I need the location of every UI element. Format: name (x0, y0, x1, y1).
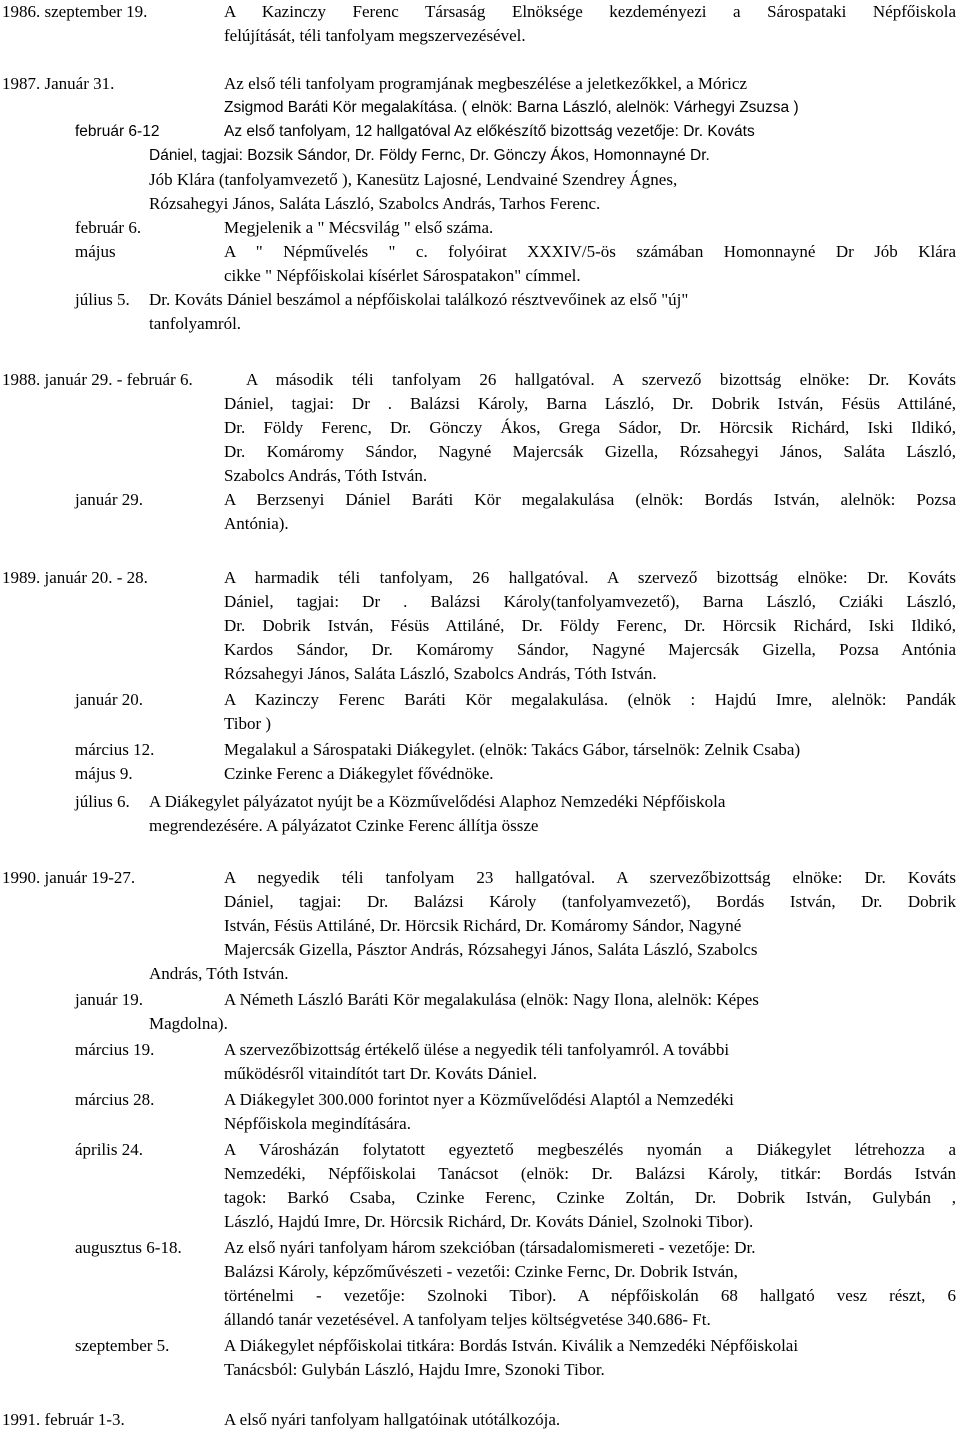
date-label: július 6. (75, 792, 130, 811)
entry-text: A Diákegylet 300.000 forintot nyer a Közművelődési Alaptól a Nemzedéki (224, 1090, 734, 1109)
entry-text: A Diákegylet népfőiskolai titkára: Bordás István. Kiválik a Nemzedéki Népfőiskolai (224, 1336, 799, 1355)
entry-text: Magdolna). (149, 1014, 228, 1033)
date-label: 1989. január 20. - 28. (2, 568, 148, 587)
entry-text: László, Hajdú Imre, Dr. Hörcsik Richárd, Dr. Kováts Dániel, Szolnoki Tibor). (224, 1212, 754, 1231)
entry-text: Jób Klára (tanfolyamvezető ), Kanesütz Lajosné, Lendvainé Szendrey Ágnes, (149, 170, 678, 189)
entry-text: Zsigmod Baráti Kör megalakítása. ( elnök: Barna László, alelnök: Várhegyi Zsuzsa ) (224, 99, 799, 116)
entry-text: A Diákegylet pályázatot nyújt be a Közművelődési Alaphoz Nemzedéki Népfőiskola (149, 792, 726, 811)
entry-text: A szervezőbizottság értékelő ülése a negyedik téli tanfolyamról. A további (224, 1040, 730, 1059)
date-label: 1990. január 19-27. (2, 868, 136, 887)
entry-text: A negyedik téli tanfolyam 23 hallgatóval. A szervezőbizottság elnöke: Dr. Kováts (224, 868, 956, 887)
entry-text: állandó tanár vezetésével. A tanfolyam teljes költségvetése 340.686- Ft. (224, 1310, 711, 1329)
date-label: július 5. (75, 290, 130, 309)
entry-text: A harmadik téli tanfolyam, 26 hallgatóval. A szervező bizottság elnöke: Dr. Kováts (224, 568, 956, 587)
entry-text: Balázsi Károly, képzőművészeti - vezetői: Czinke Fernc, Dr. Dobrik István, (224, 1262, 738, 1281)
entry-text: A Németh László Baráti Kör megalakulása (elnök: Nagy Ilona, alelnök: Képes (224, 990, 759, 1009)
entry-text: A második téli tanfolyam 26 hallgatóval. A szervező bizottság elnöke: Dr. Kováts (246, 370, 956, 389)
entry-text: felújítását, téli tanfolyam megszervezésével. (224, 26, 526, 45)
date-label: 1987. Január 31. (2, 74, 115, 93)
date-label: augusztus 6-18. (75, 1238, 182, 1257)
entry-text: Tanácsból: Gulybán László, Hajdu Imre, Szonoki Tibor. (224, 1360, 605, 1379)
date-label: május (75, 242, 116, 261)
entry-text: Megjelenik a " Mécsvilág " első száma. (224, 218, 494, 237)
entry-text: Megalakul a Sárospataki Diákegylet. (elnök: Takács Gábor, társelnök: Zelnik Csaba) (224, 740, 801, 759)
entry-text: történelmi - vezetője: Szolnoki Tibor). A népfőiskolán 68 hallgató vesz részt, 6 (224, 1286, 956, 1305)
date-label: január 29. (75, 490, 143, 509)
entry-text: Rózsahegyi János, Saláta László, Szabolcs András, Tarhos Ferenc. (149, 194, 601, 213)
date-label: március 12. (75, 740, 155, 759)
entry-text: tagok: Barkó Csaba, Czinke Ferenc, Czinke Zoltán, Dr. Dobrik István, Gulybán , (224, 1188, 956, 1207)
entry-text: Rózsahegyi János, Saláta László, Szabolcs András, Tóth István. (224, 664, 657, 683)
date-label: 1991. február 1-3. (2, 1410, 125, 1429)
entry-text: Az első téli tanfolyam programjának megbeszélése a jeletkezőkkel, a Móricz (224, 74, 747, 93)
entry-text: István, Fésüs Attiláné, Dr. Hörcsik Richárd, Dr. Komáromy Sándor, Nagyné (224, 916, 742, 935)
entry-text: A Berzsenyi Dániel Baráti Kör megalakulása (elnök: Bordás István, alelnök: Pozsa (224, 490, 956, 509)
entry-text: Czinke Ferenc a Diákegylet fővédnöke. (224, 764, 494, 783)
date-label: február 6-12 (75, 123, 160, 140)
date-label: 1988. január 29. - február 6. (2, 370, 193, 389)
entry-text: Népfőiskola megindítására. (224, 1114, 411, 1133)
date-label: január 19. (75, 990, 143, 1009)
entry-text: Az első tanfolyam, 12 hallgatóval Az előkészítő bizottság vezetője: Dr. Kováts (224, 123, 755, 140)
entry-text: Dániel, tagjai: Dr. Balázsi Károly (tanfolyamvezető), Bordás István, Dr. Dobrik (224, 892, 956, 911)
date-label: március 19. (75, 1040, 155, 1059)
entry-text: Dániel, tagjai: Dr . Balázsi Károly(tanfolyamvezető), Barna László, Cziáki László, (224, 592, 956, 611)
entry-text: tanfolyamról. (149, 314, 242, 333)
entry-text: Az első nyári tanfolyam három szekcióban (társadalomismereti - vezetője: Dr. (224, 1238, 756, 1257)
entry-text: cikke " Népfőiskolai kísérlet Sárospatakon" címmel. (224, 266, 581, 285)
entry-text: Nemzedéki, Népfőiskolai Tanácsot (elnök: Dr. Balázsi Károly, titkár: Bordás István (224, 1164, 956, 1183)
entry-text: Dániel, tagjai: Dr . Balázsi Károly, Barna László, Dr. Dobrik István, Fésüs Attiláné, (224, 394, 956, 413)
date-label: március 28. (75, 1090, 155, 1109)
entry-text: Dániel, tagjai: Bozsik Sándor, Dr. Földy Fernc, Dr. Gönczy Ákos, Homonnayné Dr. (149, 147, 710, 164)
entry-text: András, Tóth István. (149, 964, 289, 983)
entry-text: működésről vitaindítót tart Dr. Kováts Dániel. (224, 1064, 538, 1083)
date-label: 1986. szeptember 19. (2, 2, 148, 21)
entry-text: A Kazinczy Ferenc Társaság Elnöksége kezdeményezi a Sárospataki Népfőiskola (224, 2, 956, 21)
entry-text: Dr. Kováts Dániel beszámol a népfőiskolai találkozó résztvevőinek az első "új" (149, 290, 689, 309)
date-label: február 6. (75, 218, 142, 237)
entry-text: megrendezésére. A pályázatot Czinke Ferenc állítja össze (149, 816, 539, 835)
entry-text: A Városházán folytatott egyeztető megbeszélés nyomán a Diákegylet létrehozza a (224, 1140, 956, 1159)
entry-text: Dr. Földy Ferenc, Dr. Gönczy Ákos, Grega Sádor, Dr. Hörcsik Richárd, Iski Ildikó, (224, 418, 956, 437)
entry-text: Kardos Sándor, Dr. Komáromy Sándor, Nagyné Majercsák Gizella, Pozsa Antónia (224, 640, 956, 659)
date-label: április 24. (75, 1140, 143, 1159)
date-label: szeptember 5. (75, 1336, 170, 1355)
entry-text: Antónia). (224, 514, 289, 533)
entry-text: Tibor ) (224, 714, 272, 733)
entry-text: Szabolcs András, Tóth István. (224, 466, 428, 485)
date-label: január 20. (75, 690, 143, 709)
entry-text: A " Népművelés " c. folyóirat XXXIV/5-ös számában Homonnayné Dr Jób Klára (224, 242, 956, 261)
entry-text: Dr. Komáromy Sándor, Nagyné Majercsák Gizella, Rózsahegyi János, Saláta László, (224, 442, 956, 461)
entry-text: A Kazinczy Ferenc Baráti Kör megalakulása. (elnök : Hajdú Imre, alelnök: Pandák (224, 690, 956, 709)
entry-text: Majercsák Gizella, Pásztor András, Rózsahegyi János, Saláta László, Szabolcs (224, 940, 758, 959)
entry-text: A első nyári tanfolyam hallgatóinak utótálkozója. (224, 1410, 561, 1429)
entry-text: Dr. Dobrik István, Fésüs Attiláné, Dr. Földy Ferenc, Dr. Hörcsik Richárd, Iski Ildikó, (224, 616, 956, 635)
date-label: május 9. (75, 764, 133, 783)
